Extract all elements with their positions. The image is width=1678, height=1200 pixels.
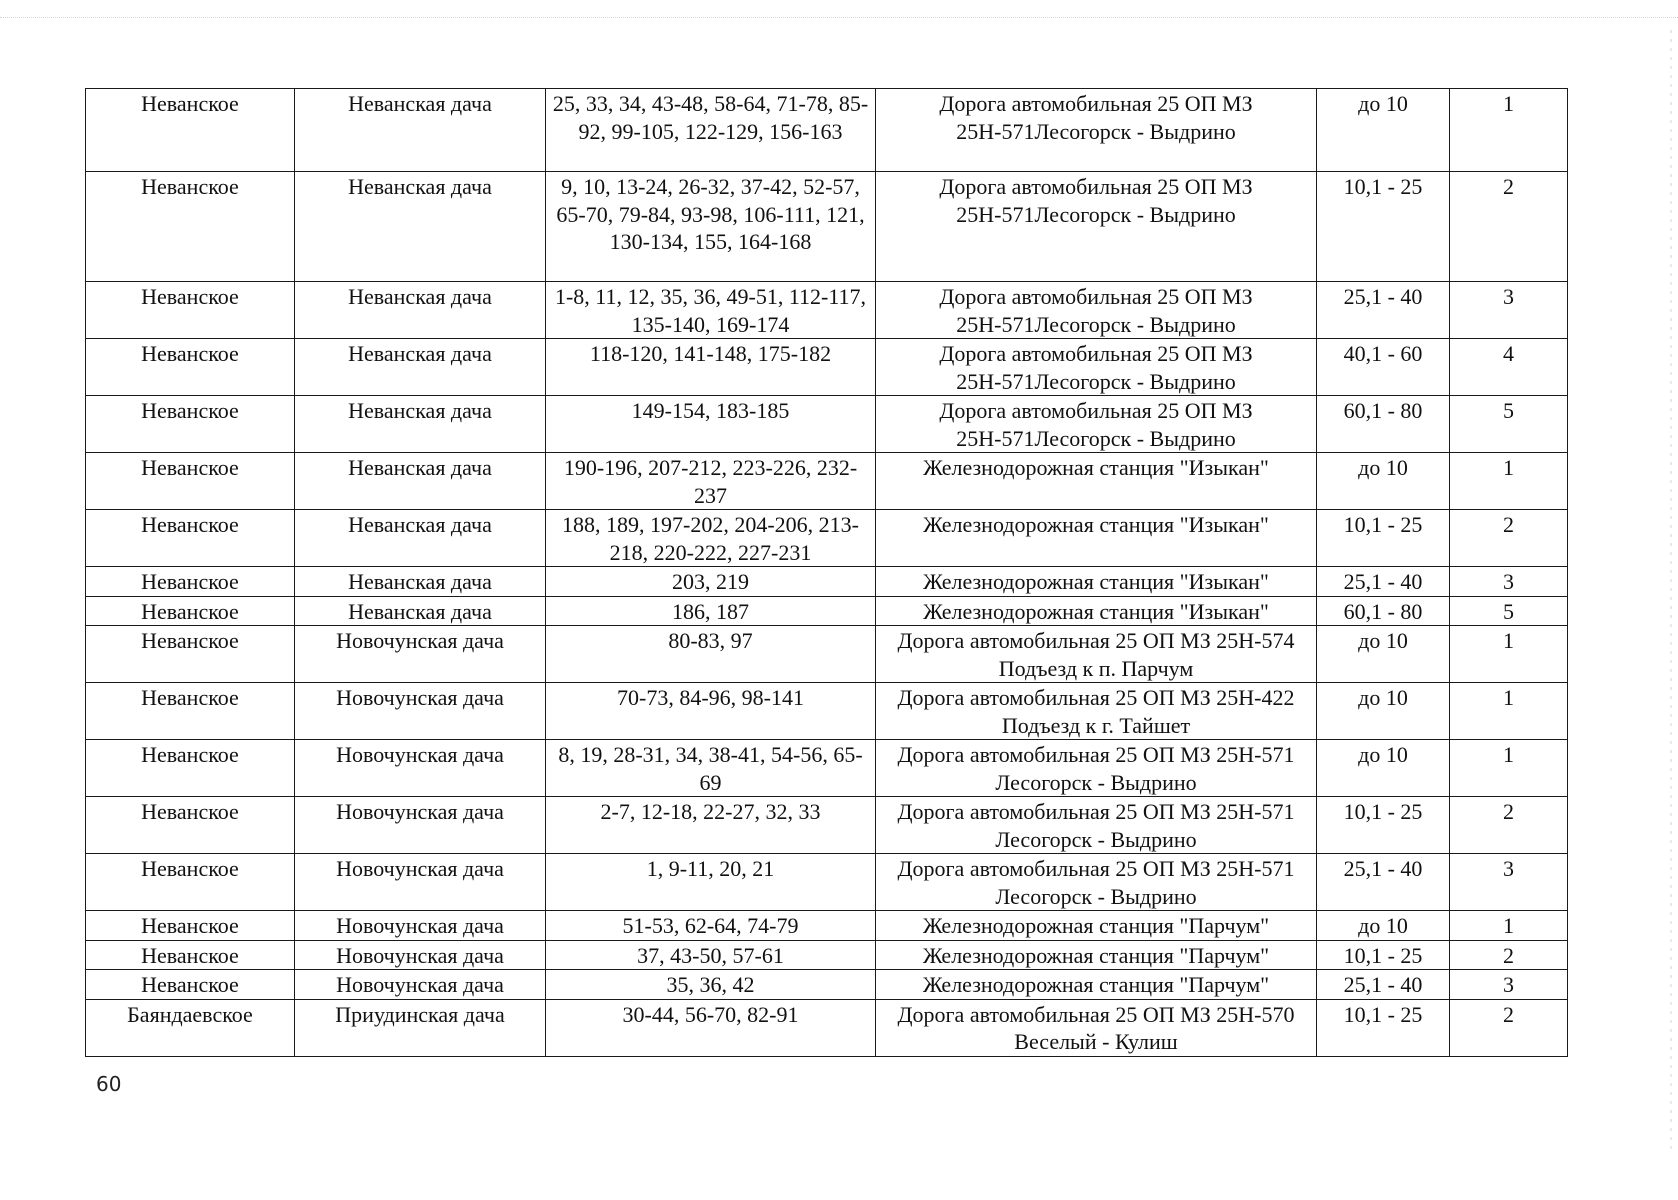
distance-range-cell: до 10: [1317, 89, 1450, 172]
distance-class-cell: 4: [1450, 339, 1568, 396]
table-row: [86, 567, 1568, 597]
table-row: [86, 797, 1568, 854]
transport-route-cell: Дорога автомобильная 25 ОП МЗ 25Н-570 Веселый - Кулиш: [876, 999, 1317, 1056]
settlement-cell: Неванское: [86, 911, 295, 941]
table-row: [86, 911, 1568, 941]
forest-dacha-cell: Новочунская дача: [295, 797, 546, 854]
table-body: [86, 89, 1568, 1057]
distance-class-cell: 2: [1450, 940, 1568, 970]
distance-class-cell: 3: [1450, 970, 1568, 1000]
quarter-numbers-cell: 1-8, 11, 12, 35, 36, 49-51, 112-117, 135-140, 169-174: [546, 282, 876, 339]
distance-range-cell: 25,1 - 40: [1317, 567, 1450, 597]
distance-range-cell: 10,1 - 25: [1317, 510, 1450, 567]
forest-dacha-cell: Неванская дача: [295, 453, 546, 510]
distance-class-cell: 1: [1450, 453, 1568, 510]
distance-range-cell: до 10: [1317, 911, 1450, 941]
distance-range-cell: 60,1 - 80: [1317, 396, 1450, 453]
table-row: [86, 339, 1568, 396]
table-row: [86, 940, 1568, 970]
distance-range-cell: 25,1 - 40: [1317, 854, 1450, 911]
table-row: [86, 970, 1568, 1000]
distance-range-cell: 10,1 - 25: [1317, 999, 1450, 1056]
forest-dacha-cell: Новочунская дача: [295, 683, 546, 740]
settlement-cell: Баяндаевское: [86, 999, 295, 1056]
forest-dacha-cell: Неванская дача: [295, 282, 546, 339]
distance-class-table: [85, 88, 1568, 1057]
forest-dacha-cell: Неванская дача: [295, 596, 546, 626]
settlement-cell: Неванское: [86, 396, 295, 453]
settlement-cell: Неванское: [86, 683, 295, 740]
forest-dacha-cell: Неванская дача: [295, 89, 546, 172]
forest-dacha-cell: Новочунская дача: [295, 940, 546, 970]
distance-class-cell: 3: [1450, 567, 1568, 597]
transport-route-cell: Железнодорожная станция "Изыкан": [876, 510, 1317, 567]
quarter-numbers-cell: 51-53, 62-64, 74-79: [546, 911, 876, 941]
quarter-numbers-cell: 118-120, 141-148, 175-182: [546, 339, 876, 396]
table-row: [86, 510, 1568, 567]
forest-dacha-cell: Новочунская дача: [295, 911, 546, 941]
scan-right-edge: [1670, 30, 1672, 1150]
distance-class-cell: 3: [1450, 282, 1568, 339]
quarter-numbers-cell: 190-196, 207-212, 223-226, 232-237: [546, 453, 876, 510]
transport-route-cell: Дорога автомобильная 25 ОП МЗ 25Н-574 Подъезд к п. Парчум: [876, 626, 1317, 683]
quarter-numbers-cell: 186, 187: [546, 596, 876, 626]
quarter-numbers-cell: 2-7, 12-18, 22-27, 32, 33: [546, 797, 876, 854]
distance-range-cell: до 10: [1317, 683, 1450, 740]
distance-class-cell: 2: [1450, 797, 1568, 854]
transport-route-cell: Дорога автомобильная 25 ОП МЗ 25Н-571Лесогорск - Выдрино: [876, 172, 1317, 282]
transport-route-cell: Железнодорожная станция "Парчум": [876, 940, 1317, 970]
distance-class-cell: 3: [1450, 854, 1568, 911]
table-row: [86, 596, 1568, 626]
settlement-cell: Неванское: [86, 172, 295, 282]
table-row: [86, 740, 1568, 797]
quarter-numbers-cell: 8, 19, 28-31, 34, 38-41, 54-56, 65-69: [546, 740, 876, 797]
transport-route-cell: Дорога автомобильная 25 ОП МЗ 25Н-571Лесогорск - Выдрино: [876, 396, 1317, 453]
table-row: [86, 683, 1568, 740]
transport-route-cell: Железнодорожная станция "Парчум": [876, 911, 1317, 941]
distance-class-cell: 1: [1450, 626, 1568, 683]
table-row: [86, 282, 1568, 339]
distance-range-cell: до 10: [1317, 740, 1450, 797]
distance-class-cell: 2: [1450, 999, 1568, 1056]
distance-class-cell: 5: [1450, 596, 1568, 626]
distance-range-cell: до 10: [1317, 453, 1450, 510]
table-row: [86, 854, 1568, 911]
scan-top-border: [0, 17, 1678, 18]
quarter-numbers-cell: 9, 10, 13-24, 26-32, 37-42, 52-57, 65-70, 79-84, 93-98, 106-111, 121, 130-134, 155, 164-168: [546, 172, 876, 282]
quarter-numbers-cell: 188, 189, 197-202, 204-206, 213-218, 220-222, 227-231: [546, 510, 876, 567]
settlement-cell: Неванское: [86, 339, 295, 396]
quarter-numbers-cell: 70-73, 84-96, 98-141: [546, 683, 876, 740]
forest-dacha-cell: Неванская дача: [295, 510, 546, 567]
settlement-cell: Неванское: [86, 453, 295, 510]
transport-route-cell: Дорога автомобильная 25 ОП МЗ 25Н-571Лесогорск - Выдрино: [876, 282, 1317, 339]
quarter-numbers-cell: 25, 33, 34, 43-48, 58-64, 71-78, 85-92, 99-105, 122-129, 156-163: [546, 89, 876, 172]
page-number: 60: [96, 1072, 122, 1096]
quarter-numbers-cell: 30-44, 56-70, 82-91: [546, 999, 876, 1056]
table-row: [86, 999, 1568, 1056]
settlement-cell: Неванское: [86, 970, 295, 1000]
distance-range-cell: 25,1 - 40: [1317, 282, 1450, 339]
transport-route-cell: Дорога автомобильная 25 ОП МЗ 25Н-571 Лесогорск - Выдрино: [876, 854, 1317, 911]
settlement-cell: Неванское: [86, 510, 295, 567]
table-row: [86, 396, 1568, 453]
table-row: [86, 626, 1568, 683]
distance-class-cell: 1: [1450, 740, 1568, 797]
transport-route-cell: Дорога автомобильная 25 ОП МЗ 25Н-571 Лесогорск - Выдрино: [876, 740, 1317, 797]
forest-dacha-cell: Приудинская дача: [295, 999, 546, 1056]
transport-route-cell: Дорога автомобильная 25 ОП МЗ 25Н-571 Лесогорск - Выдрино: [876, 797, 1317, 854]
settlement-cell: Неванское: [86, 740, 295, 797]
forest-dacha-cell: Неванская дача: [295, 567, 546, 597]
table-row: [86, 453, 1568, 510]
forest-dacha-cell: Неванская дача: [295, 396, 546, 453]
transport-route-cell: Железнодорожная станция "Парчум": [876, 970, 1317, 1000]
forest-dacha-cell: Неванская дача: [295, 172, 546, 282]
quarter-numbers-cell: 203, 219: [546, 567, 876, 597]
settlement-cell: Неванское: [86, 89, 295, 172]
settlement-cell: Неванское: [86, 567, 295, 597]
distance-class-cell: 1: [1450, 89, 1568, 172]
forest-dacha-cell: Новочунская дача: [295, 854, 546, 911]
distance-class-cell: 1: [1450, 911, 1568, 941]
settlement-cell: Неванское: [86, 596, 295, 626]
quarter-numbers-cell: 1, 9-11, 20, 21: [546, 854, 876, 911]
transport-route-cell: Железнодорожная станция "Изыкан": [876, 453, 1317, 510]
distance-range-cell: 10,1 - 25: [1317, 797, 1450, 854]
transport-route-cell: Железнодорожная станция "Изыкан": [876, 567, 1317, 597]
transport-route-cell: Дорога автомобильная 25 ОП МЗ 25Н-571Лесогорск - Выдрино: [876, 89, 1317, 172]
forest-dacha-cell: Новочунская дача: [295, 740, 546, 797]
distance-range-cell: до 10: [1317, 626, 1450, 683]
table-row: [86, 172, 1568, 282]
quarter-numbers-cell: 37, 43-50, 57-61: [546, 940, 876, 970]
distance-class-cell: 1: [1450, 683, 1568, 740]
transport-route-cell: Железнодорожная станция "Изыкан": [876, 596, 1317, 626]
quarter-numbers-cell: 149-154, 183-185: [546, 396, 876, 453]
distance-range-cell: 60,1 - 80: [1317, 596, 1450, 626]
table-row: [86, 89, 1568, 172]
quarter-numbers-cell: 80-83, 97: [546, 626, 876, 683]
transport-route-cell: Дорога автомобильная 25 ОП МЗ 25Н-571Лесогорск - Выдрино: [876, 339, 1317, 396]
distance-class-cell: 2: [1450, 172, 1568, 282]
transport-route-cell: Дорога автомобильная 25 ОП МЗ 25Н-422 Подъезд к г. Тайшет: [876, 683, 1317, 740]
distance-range-cell: 25,1 - 40: [1317, 970, 1450, 1000]
distance-class-cell: 2: [1450, 510, 1568, 567]
settlement-cell: Неванское: [86, 940, 295, 970]
settlement-cell: Неванское: [86, 854, 295, 911]
settlement-cell: Неванское: [86, 797, 295, 854]
distance-range-cell: 40,1 - 60: [1317, 339, 1450, 396]
forest-dacha-cell: Новочунская дача: [295, 970, 546, 1000]
quarter-numbers-cell: 35, 36, 42: [546, 970, 876, 1000]
distance-class-cell: 5: [1450, 396, 1568, 453]
distance-range-cell: 10,1 - 25: [1317, 172, 1450, 282]
settlement-cell: Неванское: [86, 282, 295, 339]
forest-dacha-cell: Неванская дача: [295, 339, 546, 396]
forest-dacha-cell: Новочунская дача: [295, 626, 546, 683]
settlement-cell: Неванское: [86, 626, 295, 683]
distance-range-cell: 10,1 - 25: [1317, 940, 1450, 970]
